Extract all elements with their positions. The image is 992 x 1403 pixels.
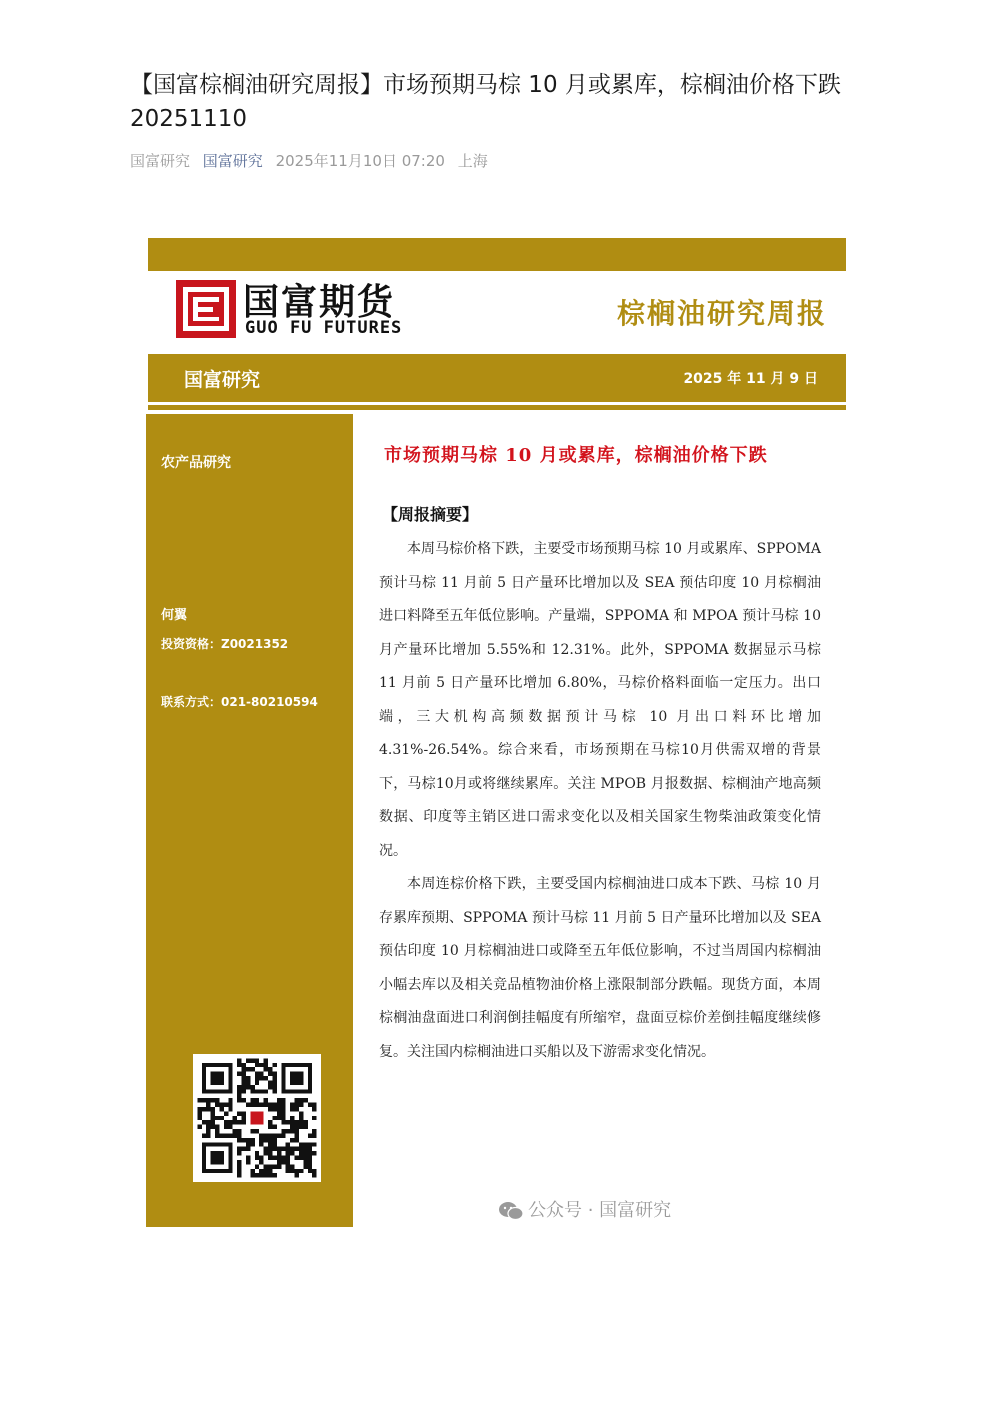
department-label: 农产品研究 — [161, 455, 231, 471]
summary-title: 【周报摘要】 — [382, 505, 479, 524]
report-sidebar — [146, 414, 353, 1227]
summary-paragraph-2: 本周连棕价格下跌，主要受国内棕榈油进口成本下跌、马棕 10 月存累库预期、SPPOMA 预计马棕 11 月前 5 日产量环比增加以及 SEA 预估印度 10 月棕榈油进口或降至五年低位影响，不过当周国内棕榈油小幅去库以及相关竞品植物油价格上涨限制部分跌幅。现货方面，本周棕榈油盘面进口利润倒挂幅度有所缩窄，盘面豆棕价差倒挂幅度继续修复。关注国内棕榈油进口买船以及下游需求变化情况。 — [379, 876, 821, 1060]
brand-name-cn: 国富期货 — [243, 282, 396, 323]
watermark-text: 公众号 · 国富研究 — [528, 1200, 672, 1221]
wechat-watermark — [498, 1196, 671, 1222]
header-band — [148, 354, 846, 405]
article-meta — [130, 150, 496, 171]
account-link[interactable]: 国富研究 — [202, 152, 263, 170]
top-band — [148, 238, 846, 271]
report-date: 2025 年 11 月 9 日 — [683, 371, 818, 387]
guofu-logo-icon — [176, 280, 236, 338]
org-label: 国富研究 — [184, 369, 261, 391]
report-type: 棕榈油研究周报 — [616, 297, 827, 330]
analyst-name: 何翼 — [161, 608, 188, 623]
wechat-icon — [498, 1201, 524, 1221]
qualification-number: 投资资格：Z0021352 — [161, 637, 289, 651]
report-image — [146, 236, 847, 1228]
brand-name-en: GUO FU FUTURES — [245, 318, 403, 338]
article-title: 【国富棕榈油研究周报】市场预期马棕 10 月或累库，棕榈油价格下跌 20251110 — [130, 72, 841, 132]
publish-datetime: 2025年11月10日 07:20 — [275, 152, 445, 170]
contact-phone: 联系方式：021-80210594 — [161, 695, 318, 709]
qr-code-icon — [193, 1054, 321, 1182]
publish-location: 上海 — [457, 152, 488, 170]
summary-paragraph-1: 本周马棕价格下跌，主要受市场预期马棕 10 月或累库、SPPOMA 预计马棕 11 月前 5 日产量环比增加以及 SEA 预估印度 10 月棕榈油进口料降至五年低位影响。产量端，SPPOMA 和 MPOA 预计马棕 10 月产量环比增加 5.55%和 12.31%。此外，SPPOMA 数据显示马棕 11 月前 5 日产量环比增加 6.80%，马棕价格料面临一定压力。出口端，三大机构高频数据预计马棕 10 月出口料环比增加 4.31%-26.54%。综合来看，市场预期在马棕10月供需双增的背景下，马棕10月或将继续累库。关注 MPOB 月报数据、棕榈油产地高频数据、印度等主销区进口需求变化以及相关国家生物柴油政策变化情况。 — [379, 541, 821, 859]
report-headline: 市场预期马棕 10 月或累库，棕榈油价格下跌 — [384, 445, 768, 466]
author-name: 国富研究 — [130, 152, 191, 170]
